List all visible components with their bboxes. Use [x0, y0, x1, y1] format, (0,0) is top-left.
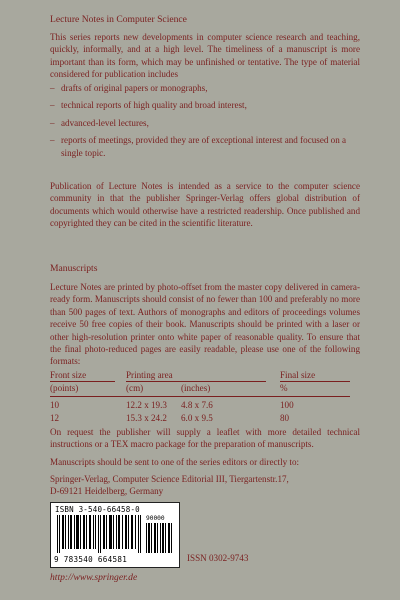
table-rule: [280, 381, 350, 382]
table-row: 10 12.2 x 19.3 4.8 x 7.6 100: [50, 400, 294, 411]
list-item: – advanced-level lectures,: [50, 117, 149, 128]
list-item: – reports of meetings, provided they are of exceptional interest and focused on a single topic.: [50, 135, 347, 158]
addon-code: 90000: [146, 515, 165, 522]
table-header: Front size Printing area Final size: [50, 370, 316, 380]
publication-paragraph: Publication of Lecture Notes is intended as a service to the computer science community in that the publisher Springer-Verlag offers global distribution of documents which would otherwise have a restricted readership. Once published and copyrighted they can be cited in the scientific literature.: [50, 181, 360, 229]
table-subheader: (points) (cm) (inches) %: [50, 382, 288, 393]
publisher-address: Springer-Verlag, Computer Science Editorial III, Tiergartenstr.17, D-69121 Heidelberg, Germany: [50, 474, 289, 497]
ean-number: 9 783540 664581: [54, 555, 128, 564]
leaflet-paragraph: On request the publisher will supply a leaflet with more detailed technical instructions or a TEX macro package for the preparation of manuscripts.: [50, 427, 360, 450]
publisher-url[interactable]: http://www.springer.de: [50, 572, 138, 583]
table-rule: [126, 381, 266, 382]
tex-logo: TEX: [110, 439, 129, 450]
manuscripts-heading: Manuscripts: [50, 263, 98, 274]
issn-number: ISSN 0302-9743: [187, 553, 249, 563]
table-row: 12 15.3 x 24.2 6.0 x 9.5 80: [50, 412, 290, 423]
table-rule: [50, 396, 350, 397]
isbn-label: ISBN 3-540-66458-0: [55, 505, 140, 514]
list-item: – technical reports of high quality and broad interest,: [50, 100, 247, 111]
series-title: Lecture Notes in Computer Science: [50, 14, 187, 25]
material-list: [50, 82, 360, 159]
list-item: – drafts of original papers or monographs,: [50, 83, 208, 93]
isbn-barcode: [50, 502, 180, 568]
barcode-bars: [55, 515, 175, 553]
table-rule: [50, 381, 115, 382]
manuscripts-paragraph: Lecture Notes are printed by photo-offset from the master copy delivered in camera-ready form. Manuscripts should consist of no fewer than 100 and preferably no more than 500 pages of text. Authors of monographs and editors of proceedings volumes receive 50 free copies of their book. Manuscripts should be printed with a laser or other high-resolution printer onto white paper of reasonable quality. To ensure that the final photo-reduced pages are easily readable, please use one of the following formats:: [50, 282, 360, 367]
series-intro: This series reports new developments in computer science research and teaching, quickly, informally, and at a high level. The timeliness of a manuscript is more important than its form, which may be unfinished or tentative. The type of material considered for publication includes: [50, 32, 360, 80]
send-paragraph: Manuscripts should be sent to one of the series editors or directly to:: [50, 457, 300, 467]
